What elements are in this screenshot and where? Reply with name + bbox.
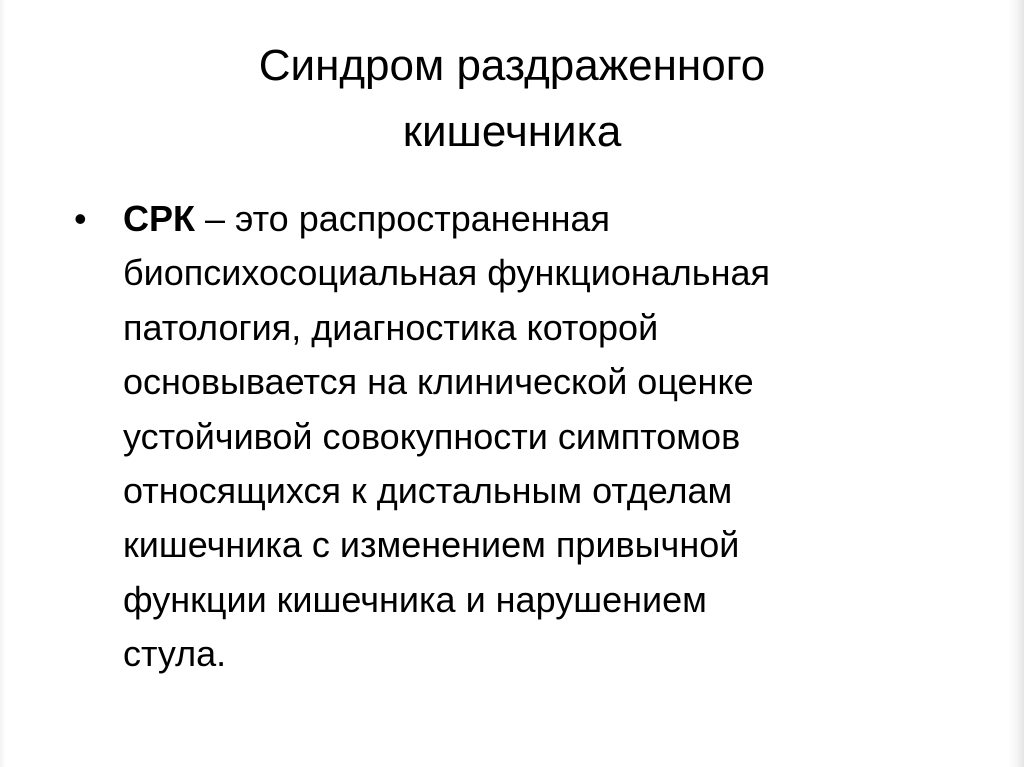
bullet-paragraph (123, 192, 1003, 682)
slide-right-edge-shadow (1008, 0, 1024, 767)
bullet-line-6: относящихся к дистальным отделам (123, 470, 733, 512)
bullet-line-7: кишечника с изменением привычной (123, 524, 740, 566)
bullet-line-9: стула. (123, 633, 227, 675)
bullet-term: СРК (123, 198, 195, 239)
bullet-line-8: функции кишечника и нарушением (123, 578, 707, 620)
bullet-point-icon: • (74, 198, 87, 239)
bullet-line-3: патология, диагностика которой (123, 306, 659, 348)
bullet-line-5: устойчивой совокупности симптомов (123, 415, 741, 457)
slide-title-line-2: кишечника (402, 107, 622, 156)
bullet-line-4: основывается на клинической оценке (123, 361, 754, 403)
bullet-line-1-text: – это распространенная (194, 198, 610, 239)
slide-title-line-1: Синдром раздраженного (258, 41, 766, 90)
bullet-line-2: биопсихосоциальная функциональная (123, 252, 770, 294)
bullet-line-1 (123, 192, 1003, 246)
